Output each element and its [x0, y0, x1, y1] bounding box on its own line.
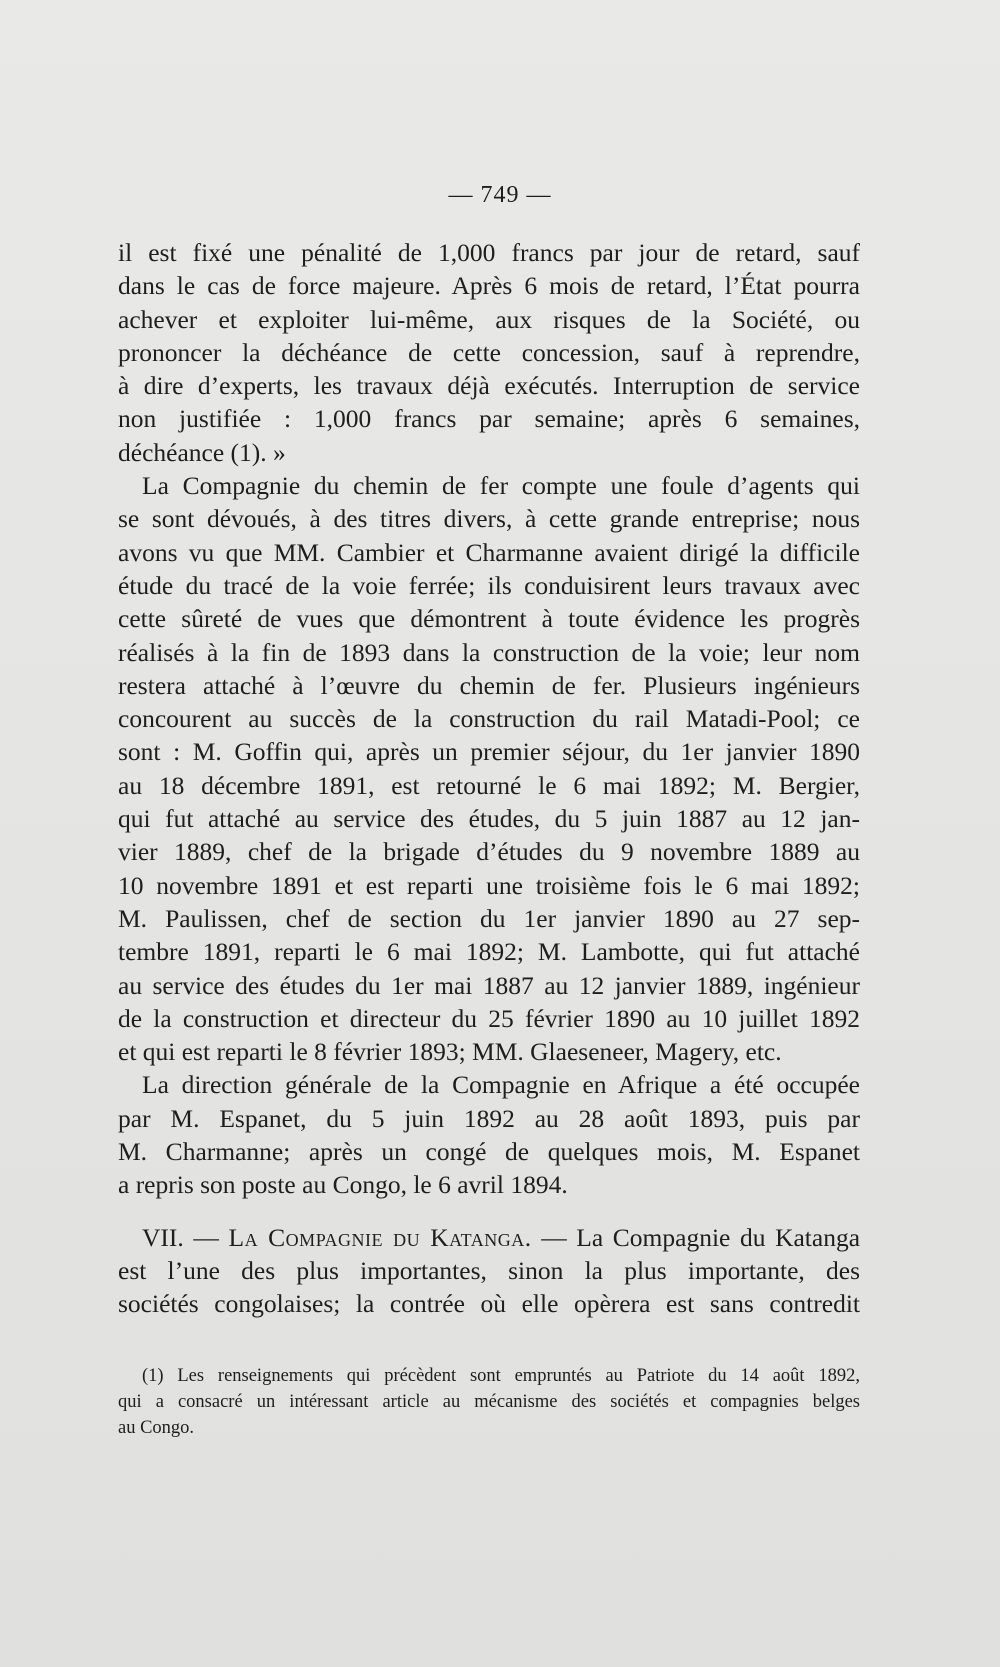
- paragraph-2: [118, 469, 860, 1068]
- text-line: achever et exploiter lui-même, aux risques de la Société, ou: [118, 304, 860, 334]
- paragraph-3: [118, 1068, 860, 1201]
- text-line: déchéance (1). »: [118, 437, 286, 467]
- section-heading-line: [118, 1221, 860, 1254]
- body-text: [118, 236, 860, 1321]
- section-heading: La Compagnie du Katanga.: [228, 1222, 532, 1252]
- text-line: La Compagnie du chemin de fer compte une foule d’agents qui: [142, 471, 860, 501]
- text-line: se sont dévoués, à des titres divers, à cette grande entreprise; nous: [118, 504, 860, 534]
- text-line: par M. Espanet, du 5 juin 1892 au 28 août 1893, puis par: [118, 1103, 860, 1133]
- text-line: cette sûreté de vues que démontrent à toute évidence les progrès: [118, 604, 860, 634]
- footnote-line: (1) Les renseignements qui précèdent sont empruntés au Patriote du 14 août 1892,: [142, 1366, 860, 1386]
- text-line: tembre 1891, reparti le 6 mai 1892; M. Lambotte, qui fut attaché: [118, 937, 860, 967]
- section-number: VII. —: [142, 1222, 219, 1252]
- page-number: — 749 —: [448, 182, 552, 208]
- footnote-line: au Congo.: [118, 1418, 195, 1438]
- text-line: au 18 décembre 1891, est retourné le 6 mai 1892; M. Bergier,: [118, 770, 860, 800]
- text-line: il est fixé une pénalité de 1,000 francs par jour de retard, sauf: [118, 238, 860, 267]
- text-line: concourent au succès de la construction du rail Matadi-Pool; ce: [118, 704, 860, 734]
- text-line: étude du tracé de la voie ferrée; ils conduisirent leurs travaux avec: [118, 570, 860, 600]
- footnote: [118, 1363, 860, 1441]
- text-line: M. Charmanne; après un congé de quelques mois, M. Espanet: [118, 1137, 860, 1167]
- text-line: à dire d’experts, les travaux déjà exécutés. Interruption de service: [118, 371, 860, 401]
- text-line: prononcer la déchéance de cette concession, sauf à reprendre,: [118, 337, 860, 367]
- text-line: a repris son poste au Congo, le 6 avril 1894.: [118, 1170, 568, 1200]
- footnote-line: qui a consacré un intéressant article au mécanisme des sociétés et compagnies belges: [118, 1392, 860, 1412]
- text-line: restera attaché à l’œuvre du chemin de fer. Plusieurs ingénieurs: [118, 670, 860, 700]
- text-line: vier 1889, chef de la brigade d’études du 9 novembre 1889 au: [118, 837, 860, 867]
- text-line: avons vu que MM. Cambier et Charmanne avaient dirigé la difficile: [118, 537, 860, 567]
- text-line: de la construction et directeur du 25 février 1890 au 10 juillet 1892: [118, 1003, 860, 1033]
- text-line: 10 novembre 1891 et est reparti une troisième fois le 6 mai 1892;: [118, 870, 860, 900]
- text-line: sociétés congolaises; la contrée où elle opèrera est sans contredit: [118, 1289, 860, 1319]
- section-lead: — La Compagnie du Katanga: [541, 1222, 861, 1252]
- text-line: au service des études du 1er mai 1887 au 12 janvier 1889, ingénieur: [118, 970, 860, 1000]
- text-line: La direction générale de la Compagnie en Afrique a été occupée: [142, 1070, 860, 1100]
- section-vii: [118, 1221, 860, 1321]
- text-line: qui fut attaché au service des études, du 5 juin 1887 au 12 jan-: [118, 804, 860, 834]
- text-line: réalisés à la fin de 1893 dans la construction de la voie; leur nom: [118, 637, 860, 667]
- text-line: M. Paulissen, chef de section du 1er janvier 1890 au 27 sep-: [118, 903, 860, 933]
- text-line: sont : M. Goffin qui, après un premier séjour, du 1er janvier 1890: [118, 737, 860, 767]
- paragraph-1: [118, 236, 860, 469]
- text-line: non justifiée : 1,000 francs par semaine; après 6 semaines,: [118, 404, 860, 434]
- text-line: dans le cas de force majeure. Après 6 mois de retard, l’État pourra: [118, 271, 860, 301]
- text-line: est l’une des plus importantes, sinon la plus importante, des: [118, 1255, 860, 1285]
- text-line: et qui est reparti le 8 février 1893; MM. Glaeseneer, Magery, etc.: [118, 1037, 782, 1067]
